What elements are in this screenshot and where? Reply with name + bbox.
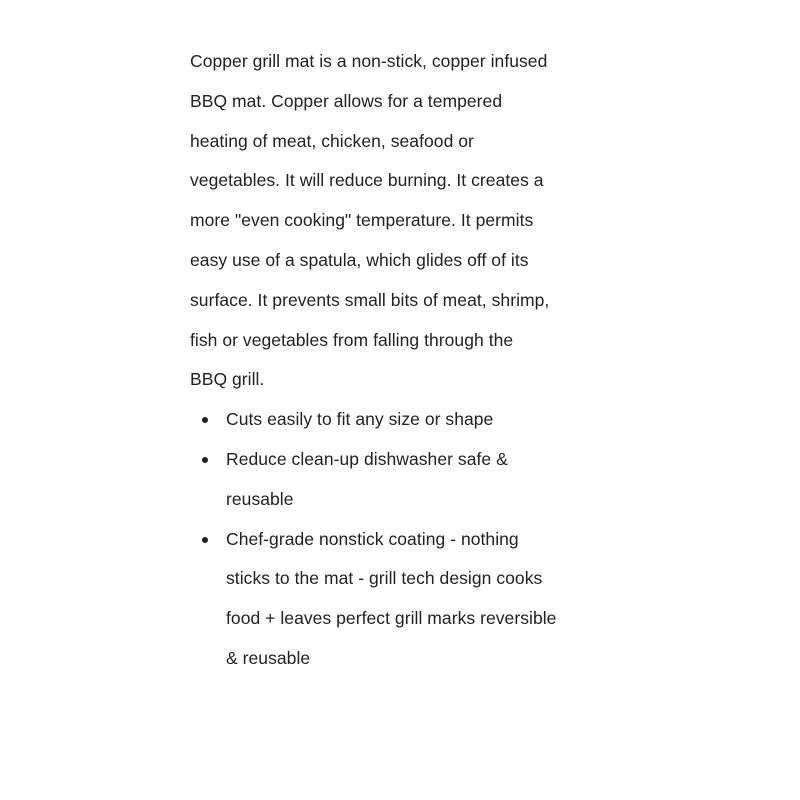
feature-line: Cuts easily to fit any size or shape	[226, 409, 494, 430]
feature-item	[190, 520, 620, 679]
feature-line: & reusable	[226, 647, 311, 668]
product-description	[190, 42, 620, 679]
description-line: easy use of a spatula, which glides off of its	[190, 249, 529, 270]
feature-line: Chef-grade nonstick coating - nothing	[226, 528, 519, 549]
bullet-dot-icon	[202, 457, 208, 463]
feature-item	[190, 400, 620, 440]
description-paragraph	[190, 42, 620, 400]
description-line: more "even cooking" temperature. It permits	[190, 210, 534, 231]
feature-line: reusable	[226, 488, 294, 509]
feature-list	[190, 400, 620, 679]
feature-item	[190, 440, 620, 520]
description-line: vegetables. It will reduce burning. It creates a	[190, 170, 544, 191]
description-line: fish or vegetables from falling through the	[190, 329, 514, 350]
bullet-dot-icon	[202, 417, 208, 423]
feature-line: Reduce clean-up dishwasher safe &	[226, 448, 508, 469]
description-line: surface. It prevents small bits of meat, shrimp,	[190, 289, 550, 310]
description-line: heating of meat, chicken, seafood or	[190, 130, 474, 151]
description-line: Copper grill mat is a non-stick, copper infused	[190, 51, 548, 71]
description-line: BBQ grill.	[190, 369, 265, 390]
bullet-dot-icon	[202, 537, 208, 543]
feature-line: food + leaves perfect grill marks reversible	[226, 608, 557, 629]
description-line: BBQ mat. Copper allows for a tempered	[190, 90, 503, 111]
feature-line: sticks to the mat - grill tech design cooks	[226, 568, 543, 589]
